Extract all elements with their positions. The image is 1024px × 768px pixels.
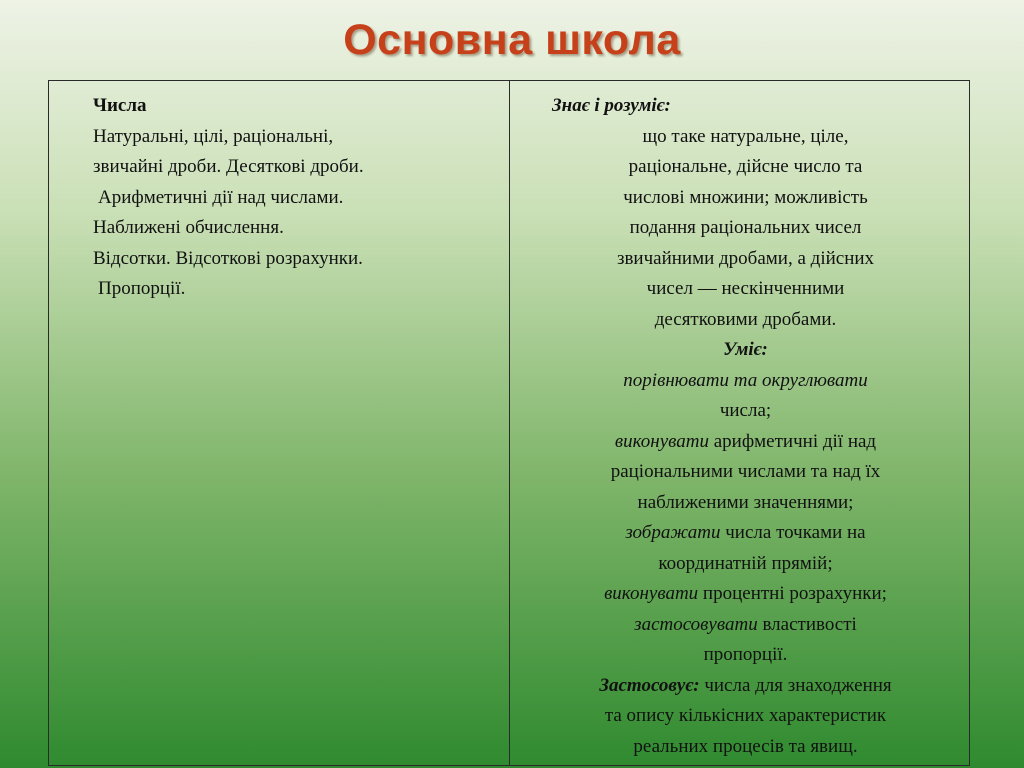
applies-line [540,671,951,702]
can-item-text: пропорції. [703,644,788,665]
topic-column [49,81,510,765]
topic-heading: Числа [93,95,147,116]
can-item-text: раціональними числами та над їх [610,461,881,482]
knows-line: десятковими дробами. [654,308,837,330]
can-item-line [540,610,951,641]
content-table [48,80,970,766]
applies-text: числа для знаходження [699,674,892,696]
topic-line: Арифметичні дії над числами. [98,186,344,208]
can-item-text: арифметичні дії над [709,430,877,452]
topic-line: звичайні дроби. Десяткові дроби. [93,156,364,177]
requirements-column [510,81,969,765]
can-item-line [540,579,951,610]
knows-line: звичайними дробами, а дійсних [616,247,875,269]
knows-line: чисел — нескінченними [646,278,845,299]
can-item-line [540,518,951,549]
knows-line: раціональне, дійсне число та [628,156,863,177]
topic-line: Відсотки. Відсоткові розрахунки. [93,247,363,269]
can-item-italic: виконувати [614,430,709,452]
can-item-text: числа; [719,400,772,421]
can-item-text: властивості [757,613,857,635]
can-item-italic: виконувати [604,583,699,604]
can-item-text: числа точками на [720,522,866,543]
can-item-line [540,427,951,458]
applies-text: реальних процесів та явищ. [633,735,858,757]
can-item-text: наближеними значеннями; [637,491,854,513]
knows-line: що таке натуральне, ціле, [642,125,849,147]
slide-title: Основна школа [343,16,681,64]
can-item-italic: зображати [625,522,721,543]
applies-heading: Застосовує: [599,674,700,696]
can-heading: Уміє: [723,339,768,360]
can-item-text: координатній прямій; [658,552,833,574]
topic-line: Пропорції. [98,278,186,299]
applies-text: та опису кількісних характеристик [604,705,887,726]
knows-line: подання раціональних чисел [629,217,862,238]
can-item-text: процентні розрахунки; [698,583,887,604]
knows-heading: Знає і розуміє: [552,95,671,116]
knows-line: числові множини; можливість [623,186,868,208]
topic-line: Наближені обчислення. [93,217,284,238]
topic-line: Натуральні, цілі, раціональні, [93,125,334,147]
can-item-italic: порівнювати та округлювати [623,369,868,391]
can-item-italic: застосовувати [634,613,758,635]
